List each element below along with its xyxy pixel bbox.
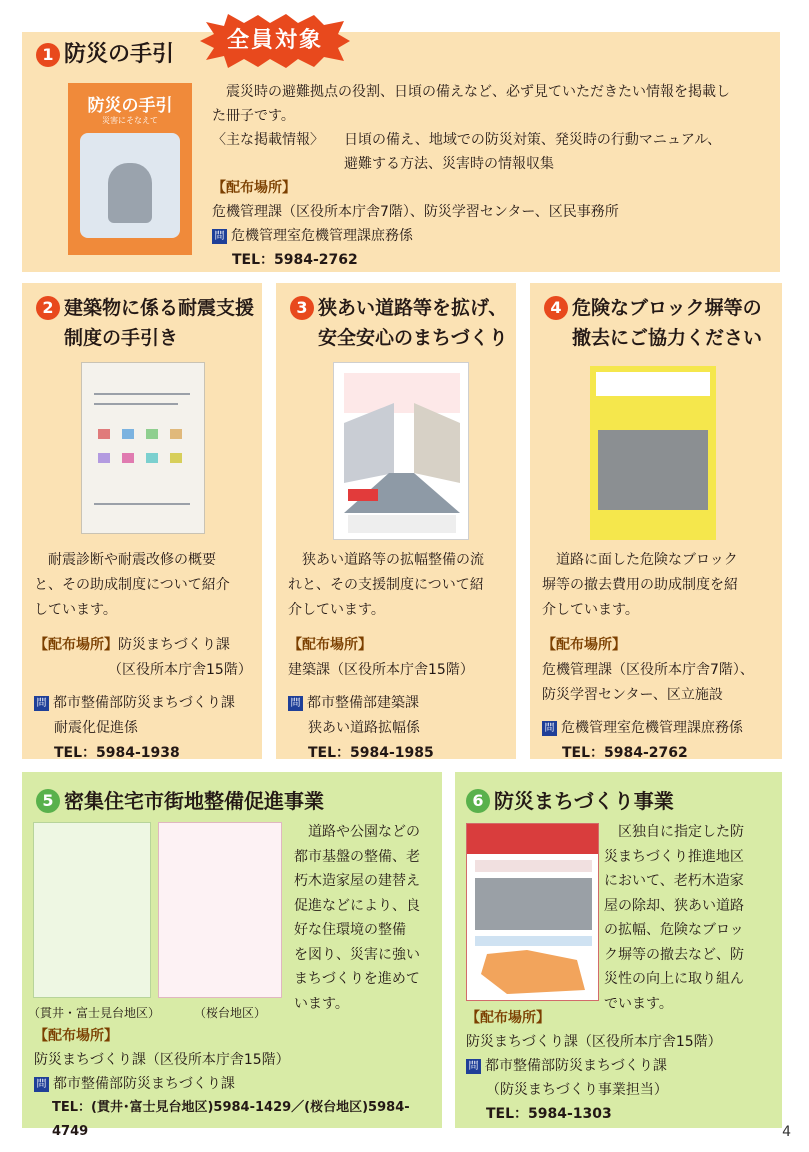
narrow-road-cover	[333, 362, 469, 540]
section-4-body: 道路に面した危険なブロック 塀等の撤去費用の助成制度を紹 介しています。 【配布場所】 危機管理課（区役所本庁舎7階）、 防災学習センター、区立施設 問 危機管理室危機管理課庶務係 TEL：5984-2762	[542, 552, 754, 761]
section-6-body: 【配布場所】 防災まちづくり課（区役所本庁舎15階） 問 都市整備部防災まちづくり課 （防災まちづくり事業担当） TEL：5984-1303	[466, 1010, 722, 1122]
section-4-title: 4 危険なブロック塀等の 撤去にご協力ください	[544, 292, 762, 353]
target-all-badge: 全員対象	[200, 14, 350, 68]
bousai-guide-cover: 防災の手引 災害にそなえて	[68, 83, 192, 255]
inquiry-icon: 問	[34, 1077, 49, 1092]
inquiry-icon: 問	[212, 229, 227, 244]
section-5-body: 【配布場所】 防災まちづくり課（区役所本庁舎15階） 問 都市整備部防災まちづくり課 TEL：(貫井･富士見台地区)5984-1429／(桜台地区)5984-4749	[34, 1028, 410, 1139]
section-1-number: 1	[36, 43, 60, 67]
backpack-icon	[108, 163, 152, 223]
section-3-title: 3 狭あい道路等を拡げ、 安全安心のまちづくり	[290, 292, 508, 353]
inquiry-icon: 問	[288, 696, 303, 711]
section-5-captions: （貫井・富士見台地区） （桜台地区）	[28, 1006, 267, 1020]
inquiry-icon: 問	[466, 1059, 481, 1074]
section-5-title: 5 密集住宅市街地整備促進事業	[36, 784, 324, 816]
section-2-body: 耐震診断や耐震改修の概要 と、その助成制度について紹介 しています。 【配布場所】防災まちづくり課 （区役所本庁舎15階） 問 都市整備部防災まちづくり課 耐震化促進係 TEL：5984-1938	[34, 552, 252, 761]
wall-photo	[598, 430, 708, 510]
block-wall-cover	[590, 366, 716, 540]
inquiry-icon: 問	[542, 721, 557, 736]
section-5-desc: 道路や公園などの 都市基盤の整備、老 朽木造家屋の建替え 促進などにより、良 好な住環境の整備 を図り、災害に強い まちづくりを進めて います。	[294, 824, 420, 1012]
section-3-body: 狭あい道路等の拡幅整備の流 れと、その支援制度について紹 介しています。 【配布場所】 建築課（区役所本庁舎15階） 問 都市整備部建築課 狭あい道路拡幅係 TEL：5984-1985	[288, 552, 484, 761]
town-map-illustration-icon	[467, 824, 599, 1001]
section-1-body: 震災時の避難拠点の役割、日頃の備えなど、必ず見ていただきたい情報を掲載し た冊子です。 〈主な掲載情報〉 日頃の備え、地域での防災対策、発災時の行動マニュアル、 避難する方法、災害時の情報収集 【配布場所】 危機管理課（区役所本庁舎7階）、防災学習センター、区民事務所 問 危機管理室危機管理課庶務係 TEL：5984-2762	[212, 84, 730, 268]
cover-heading-band	[596, 372, 710, 396]
section-6-desc: 区独自に指定した防 災まちづくり推進地区 において、老朽木造家 屋の除却、狭あい道路 の拡幅、危険なブロッ ク塀等の撤去など、防 災性の向上に取り組ん でいます。	[604, 824, 744, 1012]
bousai-machizukuri-cover	[466, 823, 599, 1001]
seismic-guide-cover	[81, 362, 205, 534]
page-number: 4	[782, 1124, 791, 1140]
section-1-title: 1 防災の手引	[36, 40, 174, 70]
street-illustration-icon	[334, 363, 469, 540]
sakuradai-newsletter-cover	[158, 822, 282, 998]
section-2-title: 2 建築物に係る耐震支援 制度の手引き	[36, 292, 254, 353]
section-6-title: 6 防災まちづくり事業	[466, 784, 674, 816]
inquiry-icon: 問	[34, 696, 49, 711]
nukui-newsletter-cover	[33, 822, 151, 998]
